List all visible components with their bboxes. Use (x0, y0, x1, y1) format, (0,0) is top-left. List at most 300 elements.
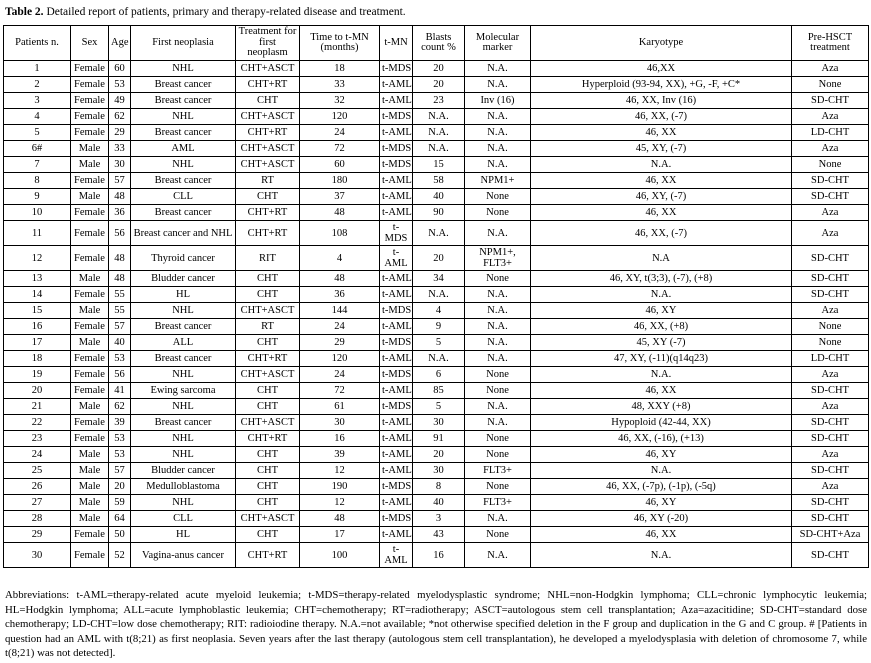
tmn-cell: t-AML (380, 463, 413, 479)
table-row (4, 189, 869, 205)
treatment-cell: CHT+ASCT (236, 511, 300, 527)
pre-hsct-treatment-cell: SD-CHT (792, 511, 869, 527)
table-row (4, 141, 869, 157)
karyotype-cell: 46, XX, Inv (16) (531, 93, 792, 109)
tmn-cell: t-MDS (380, 303, 413, 319)
karyotype-cell: 46, XX, (+8) (531, 319, 792, 335)
first-neoplasia-cell: Medulloblastoma (131, 479, 236, 495)
molecular-marker-cell: N.A. (465, 351, 531, 367)
pre-hsct-treatment-cell: Aza (792, 109, 869, 125)
column-header: First neoplasia (131, 26, 236, 61)
pre-hsct-treatment-cell: SD-CHT (792, 287, 869, 303)
molecular-marker-cell: N.A. (465, 141, 531, 157)
blasts-count-cell: 15 (413, 157, 465, 173)
first-neoplasia-cell: Ewing sarcoma (131, 383, 236, 399)
pre-hsct-treatment-cell: Aza (792, 479, 869, 495)
age-cell: 60 (109, 61, 131, 77)
blasts-count-cell: N.A. (413, 109, 465, 125)
molecular-marker-cell: None (465, 527, 531, 543)
blasts-count-cell: 91 (413, 431, 465, 447)
column-header: Blasts count % (413, 26, 465, 61)
tmn-cell: t-MDS (380, 511, 413, 527)
table-row (4, 351, 869, 367)
time-to-tmn-cell: 24 (300, 125, 380, 141)
blasts-count-cell: 30 (413, 415, 465, 431)
table-row (4, 511, 869, 527)
pre-hsct-treatment-cell: None (792, 335, 869, 351)
age-cell: 53 (109, 351, 131, 367)
patient-number-cell: 10 (4, 205, 71, 221)
karyotype-cell: 46, XX (531, 173, 792, 189)
table-caption-text: Detailed report of patients, primary and therapy-related disease and treatment. (46, 6, 406, 18)
sex-cell: Male (71, 189, 109, 205)
age-cell: 53 (109, 431, 131, 447)
age-cell: 49 (109, 93, 131, 109)
tmn-cell: t-MDS (380, 399, 413, 415)
blasts-count-cell: 30 (413, 463, 465, 479)
karyotype-cell: N.A. (531, 367, 792, 383)
age-cell: 52 (109, 543, 131, 568)
age-cell: 55 (109, 303, 131, 319)
age-cell: 56 (109, 221, 131, 246)
abbreviations-footnote: Abbreviations: t-AML=therapy-related acute myeloid leukemia; t-MDS=therapy-related myelodysplastic syndrome; NHL=non-Hodgkin lymphoma; CLL=chronic lymphocytic leukemia; HL=Hodgkin lymphoma; ALL=acute lymphoblastic leukemia; CHT=chemotherapy; RT=radiotherapy; ASCT=autologous stem cell transplantation; Aza=azacitidine; SD-CHT=standard dose chemotherapy; LD-CHT=low dose chemotherapy; RIT: radioiodine therapy. N.A.=not available; *not otherwise specified deletion in the F group and duplication in the G and C group. # [Patients in question had an AML with t(8;21) as first neoplasia. Seven years after the last therapy (autologous stem cell transplantation), he developed a myelodysplasia with deletion of chromosome 7, while t(8;21) was not detected]. (5, 589, 867, 659)
first-neoplasia-cell: Breast cancer (131, 77, 236, 93)
table-row (4, 495, 869, 511)
patient-number-cell: 28 (4, 511, 71, 527)
tmn-cell: t-AML (380, 415, 413, 431)
sex-cell: Female (71, 109, 109, 125)
pre-hsct-treatment-cell: SD-CHT (792, 93, 869, 109)
molecular-marker-cell: N.A. (465, 125, 531, 141)
table-row (4, 479, 869, 495)
table-row (4, 205, 869, 221)
time-to-tmn-cell: 37 (300, 189, 380, 205)
table-row (4, 383, 869, 399)
age-cell: 62 (109, 109, 131, 125)
karyotype-cell: 46, XX, (-7) (531, 221, 792, 246)
tmn-cell: t-AML (380, 431, 413, 447)
time-to-tmn-cell: 48 (300, 271, 380, 287)
first-neoplasia-cell: HL (131, 287, 236, 303)
blasts-count-cell: 40 (413, 495, 465, 511)
patient-number-cell: 27 (4, 495, 71, 511)
patient-number-cell: 4 (4, 109, 71, 125)
sex-cell: Female (71, 246, 109, 271)
time-to-tmn-cell: 12 (300, 463, 380, 479)
treatment-cell: CHT (236, 527, 300, 543)
blasts-count-cell: 40 (413, 189, 465, 205)
karyotype-cell: 46, XX, (-7p), (-1p), (-5q) (531, 479, 792, 495)
sex-cell: Female (71, 383, 109, 399)
age-cell: 48 (109, 189, 131, 205)
sex-cell: Male (71, 479, 109, 495)
time-to-tmn-cell: 190 (300, 479, 380, 495)
tmn-cell: t-AML (380, 205, 413, 221)
patient-number-cell: 29 (4, 527, 71, 543)
first-neoplasia-cell: HL (131, 527, 236, 543)
time-to-tmn-cell: 100 (300, 543, 380, 568)
patient-number-cell: 9 (4, 189, 71, 205)
table-row (4, 125, 869, 141)
treatment-cell: CHT (236, 335, 300, 351)
karyotype-cell: N.A. (531, 157, 792, 173)
time-to-tmn-cell: 48 (300, 205, 380, 221)
pre-hsct-treatment-cell: None (792, 77, 869, 93)
patient-number-cell: 7 (4, 157, 71, 173)
blasts-count-cell: 5 (413, 399, 465, 415)
age-cell: 53 (109, 447, 131, 463)
time-to-tmn-cell: 39 (300, 447, 380, 463)
karyotype-cell: 47, XY, (-11)(q14q23) (531, 351, 792, 367)
time-to-tmn-cell: 144 (300, 303, 380, 319)
age-cell: 41 (109, 383, 131, 399)
first-neoplasia-cell: NHL (131, 157, 236, 173)
molecular-marker-cell: None (465, 189, 531, 205)
age-cell: 64 (109, 511, 131, 527)
blasts-count-cell: N.A. (413, 221, 465, 246)
table-row (4, 431, 869, 447)
treatment-cell: CHT+RT (236, 205, 300, 221)
first-neoplasia-cell: NHL (131, 109, 236, 125)
table-row (4, 399, 869, 415)
first-neoplasia-cell: CLL (131, 511, 236, 527)
age-cell: 40 (109, 335, 131, 351)
table-caption-label: Table 2. (5, 6, 44, 18)
tmn-cell: t-MDS (380, 109, 413, 125)
tmn-cell: t-MDS (380, 61, 413, 77)
molecular-marker-cell: N.A. (465, 61, 531, 77)
tmn-cell: t-MDS (380, 367, 413, 383)
first-neoplasia-cell: Thyroid cancer (131, 246, 236, 271)
age-cell: 56 (109, 367, 131, 383)
patient-report-table (3, 25, 869, 568)
treatment-cell: CHT (236, 287, 300, 303)
tmn-cell: t-AML (380, 351, 413, 367)
pre-hsct-treatment-cell: SD-CHT (792, 415, 869, 431)
table-row (4, 93, 869, 109)
pre-hsct-treatment-cell: Aza (792, 141, 869, 157)
treatment-cell: CHT+RT (236, 77, 300, 93)
molecular-marker-cell: NPM1+, FLT3+ (465, 246, 531, 271)
patient-number-cell: 14 (4, 287, 71, 303)
table-body (4, 61, 869, 568)
table-caption (5, 4, 406, 20)
pre-hsct-treatment-cell: SD-CHT (792, 383, 869, 399)
sex-cell: Female (71, 543, 109, 568)
molecular-marker-cell: N.A. (465, 415, 531, 431)
blasts-count-cell: 3 (413, 511, 465, 527)
sex-cell: Male (71, 141, 109, 157)
pre-hsct-treatment-cell: Aza (792, 399, 869, 415)
treatment-cell: CHT+ASCT (236, 109, 300, 125)
table-row (4, 287, 869, 303)
molecular-marker-cell: Inv (16) (465, 93, 531, 109)
molecular-marker-cell: None (465, 431, 531, 447)
treatment-cell: CHT+ASCT (236, 415, 300, 431)
sex-cell: Male (71, 303, 109, 319)
molecular-marker-cell: N.A. (465, 157, 531, 173)
karyotype-cell: 48, XXY (+8) (531, 399, 792, 415)
karyotype-cell: 46, XY (531, 495, 792, 511)
age-cell: 62 (109, 399, 131, 415)
sex-cell: Female (71, 61, 109, 77)
time-to-tmn-cell: 72 (300, 383, 380, 399)
molecular-marker-cell: N.A. (465, 303, 531, 319)
first-neoplasia-cell: Vagina-anus cancer (131, 543, 236, 568)
patient-number-cell: 22 (4, 415, 71, 431)
sex-cell: Male (71, 447, 109, 463)
tmn-cell: t-AML (380, 319, 413, 335)
pre-hsct-treatment-cell: None (792, 319, 869, 335)
age-cell: 39 (109, 415, 131, 431)
tmn-cell: t-MDS (380, 221, 413, 246)
pre-hsct-treatment-cell: Aza (792, 221, 869, 246)
sex-cell: Male (71, 399, 109, 415)
molecular-marker-cell: N.A. (465, 399, 531, 415)
sex-cell: Male (71, 157, 109, 173)
first-neoplasia-cell: Breast cancer (131, 205, 236, 221)
time-to-tmn-cell: 24 (300, 319, 380, 335)
patient-number-cell: 21 (4, 399, 71, 415)
blasts-count-cell: 9 (413, 319, 465, 335)
molecular-marker-cell: FLT3+ (465, 495, 531, 511)
blasts-count-cell: 20 (413, 61, 465, 77)
treatment-cell: CHT+ASCT (236, 303, 300, 319)
column-header: Sex (71, 26, 109, 61)
column-header: Age (109, 26, 131, 61)
treatment-cell: CHT (236, 93, 300, 109)
age-cell: 36 (109, 205, 131, 221)
blasts-count-cell: 43 (413, 527, 465, 543)
blasts-count-cell: 90 (413, 205, 465, 221)
pre-hsct-treatment-cell: LD-CHT (792, 125, 869, 141)
first-neoplasia-cell: AML (131, 141, 236, 157)
age-cell: 20 (109, 479, 131, 495)
age-cell: 57 (109, 173, 131, 189)
treatment-cell: CHT+RT (236, 351, 300, 367)
karyotype-cell: 46, XX (531, 383, 792, 399)
time-to-tmn-cell: 12 (300, 495, 380, 511)
molecular-marker-cell: None (465, 383, 531, 399)
table-row (4, 543, 869, 568)
patient-number-cell: 23 (4, 431, 71, 447)
karyotype-cell: 46, XX, (-16), (+13) (531, 431, 792, 447)
blasts-count-cell: 85 (413, 383, 465, 399)
patient-number-cell: 19 (4, 367, 71, 383)
age-cell: 57 (109, 319, 131, 335)
treatment-cell: CHT (236, 479, 300, 495)
tmn-cell: t-MDS (380, 479, 413, 495)
first-neoplasia-cell: Breast cancer (131, 173, 236, 189)
tmn-cell: t-AML (380, 189, 413, 205)
first-neoplasia-cell: Breast cancer (131, 415, 236, 431)
patient-number-cell: 5 (4, 125, 71, 141)
patient-number-cell: 26 (4, 479, 71, 495)
age-cell: 50 (109, 527, 131, 543)
age-cell: 29 (109, 125, 131, 141)
first-neoplasia-cell: Bludder cancer (131, 271, 236, 287)
patient-number-cell: 20 (4, 383, 71, 399)
karyotype-cell: 46, XX (531, 527, 792, 543)
molecular-marker-cell: None (465, 367, 531, 383)
karyotype-cell: 45, XY, (-7) (531, 141, 792, 157)
patient-number-cell: 25 (4, 463, 71, 479)
patient-number-cell: 6# (4, 141, 71, 157)
blasts-count-cell: 16 (413, 543, 465, 568)
sex-cell: Female (71, 205, 109, 221)
sex-cell: Male (71, 495, 109, 511)
column-header: t-MN (380, 26, 413, 61)
table-row (4, 527, 869, 543)
pre-hsct-treatment-cell: SD-CHT+Aza (792, 527, 869, 543)
table-row (4, 173, 869, 189)
sex-cell: Female (71, 527, 109, 543)
age-cell: 48 (109, 271, 131, 287)
first-neoplasia-cell: NHL (131, 447, 236, 463)
blasts-count-cell: 5 (413, 335, 465, 351)
treatment-cell: RIT (236, 246, 300, 271)
first-neoplasia-cell: Breast cancer (131, 319, 236, 335)
time-to-tmn-cell: 18 (300, 61, 380, 77)
patient-number-cell: 24 (4, 447, 71, 463)
pre-hsct-treatment-cell: Aza (792, 367, 869, 383)
tmn-cell: t-AML (380, 93, 413, 109)
sex-cell: Female (71, 319, 109, 335)
karyotype-cell: N.A. (531, 287, 792, 303)
karyotype-cell: 46, XX (531, 205, 792, 221)
karyotype-cell: N.A (531, 246, 792, 271)
molecular-marker-cell: N.A. (465, 109, 531, 125)
time-to-tmn-cell: 17 (300, 527, 380, 543)
age-cell: 55 (109, 287, 131, 303)
karyotype-cell: 45, XY (-7) (531, 335, 792, 351)
first-neoplasia-cell: NHL (131, 61, 236, 77)
karyotype-cell: 46, XY (-20) (531, 511, 792, 527)
karyotype-cell: 46, XY (531, 447, 792, 463)
molecular-marker-cell: None (465, 205, 531, 221)
treatment-cell: CHT (236, 495, 300, 511)
column-header: Molecular marker (465, 26, 531, 61)
tmn-cell: t-AML (380, 173, 413, 189)
table-row (4, 367, 869, 383)
pre-hsct-treatment-cell: SD-CHT (792, 543, 869, 568)
sex-cell: Female (71, 431, 109, 447)
pre-hsct-treatment-cell: Aza (792, 303, 869, 319)
age-cell: 30 (109, 157, 131, 173)
time-to-tmn-cell: 48 (300, 511, 380, 527)
tmn-cell: t-AML (380, 77, 413, 93)
table-row (4, 319, 869, 335)
treatment-cell: CHT+ASCT (236, 367, 300, 383)
blasts-count-cell: N.A. (413, 287, 465, 303)
molecular-marker-cell: N.A. (465, 221, 531, 246)
sex-cell: Female (71, 221, 109, 246)
sex-cell: Male (71, 271, 109, 287)
blasts-count-cell: 20 (413, 246, 465, 271)
patient-number-cell: 17 (4, 335, 71, 351)
sex-cell: Male (71, 463, 109, 479)
blasts-count-cell: 6 (413, 367, 465, 383)
karyotype-cell: N.A. (531, 543, 792, 568)
sex-cell: Female (71, 93, 109, 109)
tmn-cell: t-AML (380, 287, 413, 303)
table-row (4, 61, 869, 77)
blasts-count-cell: N.A. (413, 125, 465, 141)
time-to-tmn-cell: 61 (300, 399, 380, 415)
tmn-cell: t-MDS (380, 157, 413, 173)
tmn-cell: t-AML (380, 125, 413, 141)
time-to-tmn-cell: 72 (300, 141, 380, 157)
column-header: Patients n. (4, 26, 71, 61)
sex-cell: Female (71, 125, 109, 141)
molecular-marker-cell: NPM1+ (465, 173, 531, 189)
pre-hsct-treatment-cell: Aza (792, 61, 869, 77)
first-neoplasia-cell: NHL (131, 303, 236, 319)
time-to-tmn-cell: 32 (300, 93, 380, 109)
time-to-tmn-cell: 30 (300, 415, 380, 431)
time-to-tmn-cell: 24 (300, 367, 380, 383)
column-header: Karyotype (531, 26, 792, 61)
treatment-cell: RT (236, 173, 300, 189)
pre-hsct-treatment-cell: SD-CHT (792, 495, 869, 511)
blasts-count-cell: 34 (413, 271, 465, 287)
tmn-cell: t-AML (380, 527, 413, 543)
karyotype-cell: Hypoploid (42-44, XX) (531, 415, 792, 431)
sex-cell: Female (71, 77, 109, 93)
karyotype-cell: 46, XY, t(3;3), (-7), (+8) (531, 271, 792, 287)
sex-cell: Female (71, 367, 109, 383)
first-neoplasia-cell: NHL (131, 495, 236, 511)
tmn-cell: t-AML (380, 383, 413, 399)
table-row (4, 271, 869, 287)
column-header: Treatment for first neoplasm (236, 26, 300, 61)
first-neoplasia-cell: NHL (131, 431, 236, 447)
pre-hsct-treatment-cell: SD-CHT (792, 271, 869, 287)
treatment-cell: CHT (236, 463, 300, 479)
blasts-count-cell: 20 (413, 447, 465, 463)
molecular-marker-cell: N.A. (465, 335, 531, 351)
molecular-marker-cell: None (465, 271, 531, 287)
blasts-count-cell: 58 (413, 173, 465, 189)
time-to-tmn-cell: 29 (300, 335, 380, 351)
molecular-marker-cell: N.A. (465, 77, 531, 93)
table-row (4, 157, 869, 173)
time-to-tmn-cell: 33 (300, 77, 380, 93)
time-to-tmn-cell: 120 (300, 109, 380, 125)
time-to-tmn-cell: 108 (300, 221, 380, 246)
table-row (4, 77, 869, 93)
treatment-cell: CHT (236, 383, 300, 399)
patient-number-cell: 1 (4, 61, 71, 77)
molecular-marker-cell: None (465, 479, 531, 495)
treatment-cell: CHT (236, 447, 300, 463)
tmn-cell: t-AML (380, 246, 413, 271)
time-to-tmn-cell: 36 (300, 287, 380, 303)
patient-number-cell: 8 (4, 173, 71, 189)
blasts-count-cell: N.A. (413, 351, 465, 367)
tmn-cell: t-AML (380, 447, 413, 463)
molecular-marker-cell: N.A. (465, 287, 531, 303)
patient-number-cell: 30 (4, 543, 71, 568)
sex-cell: Female (71, 415, 109, 431)
karyotype-cell: N.A. (531, 463, 792, 479)
tmn-cell: t-MDS (380, 141, 413, 157)
column-header: Pre-HSCT treatment (792, 26, 869, 61)
treatment-cell: CHT+ASCT (236, 157, 300, 173)
patient-number-cell: 3 (4, 93, 71, 109)
patient-number-cell: 13 (4, 271, 71, 287)
first-neoplasia-cell: CLL (131, 189, 236, 205)
